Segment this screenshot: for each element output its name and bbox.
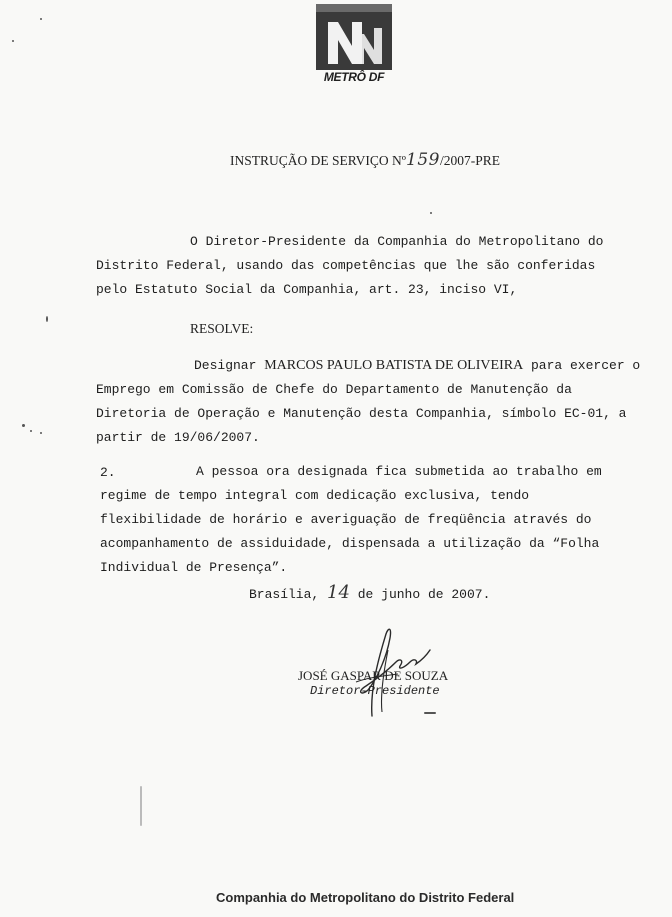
- scan-speck: [30, 430, 32, 432]
- handwritten-number: 159: [406, 150, 440, 170]
- item-1-verb: Designar: [194, 358, 257, 373]
- item-2-line-3: flexibilidade de horário e averiguação de freqüência através do: [100, 512, 592, 527]
- preamble-line-3: pelo Estatuto Social da Companhia, art. 23, inciso VI,: [96, 282, 518, 297]
- signer-role: Diretor-Presidente: [310, 684, 440, 698]
- resolve-heading: RESOLVE:: [190, 321, 254, 336]
- title-suffix: /2007-PRE: [439, 153, 500, 168]
- scan-speck: [12, 40, 14, 42]
- logo-text: METRÔ DF: [323, 70, 385, 84]
- date-rest: de junho de 2007.: [357, 587, 491, 602]
- item-1-line-4: partir de 19/06/2007.: [96, 430, 260, 445]
- preamble-line-1: O Diretor-Presidente da Companhia do Metropolitano do: [190, 234, 604, 249]
- item-2-line-4: acompanhamento de assiduidade, dispensada a utilização da “Folha: [100, 536, 600, 551]
- date-city: Brasília,: [249, 587, 320, 602]
- title-prefix: INSTRUÇÃO DE SERVIÇO Nº: [230, 153, 406, 168]
- document-title: [230, 150, 500, 170]
- scan-speck: [40, 18, 42, 20]
- item-1-line-3: Diretoria de Operação e Manutenção desta Companhia, símbolo EC-01, a: [96, 406, 627, 421]
- scan-speck: [140, 786, 142, 826]
- item-2-line-5: Individual de Presença”.: [100, 560, 288, 575]
- date-line: [249, 582, 490, 603]
- scan-speck: [424, 712, 436, 714]
- item-1-paragraph: [96, 354, 644, 450]
- signer-name: JOSÉ GASPAR DE SOUZA: [298, 668, 449, 683]
- item-1-rest: para exercer o: [531, 358, 641, 373]
- scan-speck: [430, 212, 432, 214]
- scan-speck: [22, 424, 25, 427]
- metro-df-logo: [316, 4, 392, 86]
- item-2-line-1: A pessoa ora designada fica submetida ao trabalho em: [196, 464, 602, 479]
- item-2-line-2: regime de tempo integral com dedicação exclusiva, tendo: [100, 488, 530, 503]
- preamble-line-2: Distrito Federal, usando das competências que lhe são conferidas: [96, 258, 596, 273]
- designee-name: MARCOS PAULO BATISTA DE OLIVEIRA: [264, 358, 524, 373]
- item-2-number: 2.: [100, 465, 116, 480]
- item-1-line-2: Emprego em Comissão de Chefe do Departamento de Manutenção da: [96, 382, 572, 397]
- handwritten-day: 14: [327, 582, 350, 603]
- item-1-line-1: [96, 354, 644, 378]
- metro-logo-icon: [316, 4, 392, 70]
- item-2-paragraph: [100, 460, 644, 580]
- footer-organization: Companhia do Metropolitano do Distrito Federal: [216, 890, 515, 905]
- preamble-paragraph: [96, 230, 644, 302]
- scan-speck: [46, 316, 48, 322]
- scan-speck: [40, 432, 42, 434]
